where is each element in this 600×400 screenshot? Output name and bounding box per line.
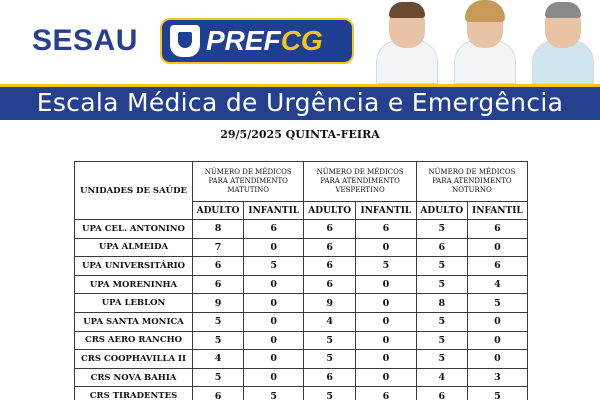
afternoon-adult-header: ADULTO — [304, 202, 356, 220]
morning-child-header: INFANTIL — [244, 202, 304, 220]
date-line: 29/5/2025 QUINTA-FEIRA — [220, 128, 380, 141]
value-cell: 0 — [467, 331, 527, 350]
value-cell: 8 — [416, 294, 467, 313]
value-cell: 0 — [467, 350, 527, 369]
table-row — [75, 257, 528, 276]
value-cell: 0 — [355, 368, 416, 387]
value-cell: 5 — [304, 331, 356, 350]
value-cell: 0 — [355, 350, 416, 369]
value-cell: 6 — [193, 257, 244, 276]
value-cell: 6 — [467, 257, 527, 276]
afternoon-child-header: INFANTIL — [355, 202, 416, 220]
unit-name-cell: CRS TIRADENTES — [75, 387, 193, 400]
value-cell: 0 — [355, 331, 416, 350]
crest-icon — [170, 25, 200, 57]
unit-name-cell: CRS COOPHAVILLA II — [75, 350, 193, 369]
value-cell: 0 — [355, 312, 416, 331]
value-cell: 5 — [467, 294, 527, 313]
value-cell: 5 — [467, 387, 527, 400]
value-cell: 6 — [304, 257, 356, 276]
unit-name-cell: UPA UNIVERSITÁRIO — [75, 257, 193, 276]
value-cell: 0 — [355, 294, 416, 313]
unit-name-cell: UPA MORENINHA — [75, 275, 193, 294]
page-title: Escala Médica de Urgência e Emergência — [36, 88, 564, 117]
table-row — [75, 350, 528, 369]
value-cell: 6 — [355, 220, 416, 239]
value-cell: 6 — [304, 238, 356, 257]
value-cell: 5 — [355, 257, 416, 276]
value-cell: 5 — [304, 387, 356, 400]
table-row — [75, 294, 528, 313]
unit-name-cell: UPA LEBLON — [75, 294, 193, 313]
value-cell: 6 — [304, 220, 356, 239]
title-banner — [0, 84, 600, 120]
value-cell: 6 — [416, 238, 467, 257]
table-row — [75, 238, 528, 257]
night-child-header: INFANTIL — [467, 202, 527, 220]
value-cell: 0 — [244, 294, 304, 313]
unit-name-cell: UPA CEL. ANTONINO — [75, 220, 193, 239]
value-cell: 5 — [304, 350, 356, 369]
doctor-figure-3 — [530, 0, 596, 84]
value-cell: 5 — [193, 312, 244, 331]
value-cell: 3 — [467, 368, 527, 387]
unit-name-cell: UPA ALMEIDA — [75, 238, 193, 257]
schedule-body — [75, 220, 528, 400]
value-cell: 6 — [355, 387, 416, 400]
value-cell: 0 — [244, 331, 304, 350]
value-cell: 0 — [244, 275, 304, 294]
table-row — [75, 368, 528, 387]
value-cell: 0 — [467, 238, 527, 257]
value-cell: 0 — [244, 350, 304, 369]
value-cell: 5 — [416, 331, 467, 350]
value-cell: 6 — [193, 387, 244, 400]
unit-name-cell: CRS NOVA BAHIA — [75, 368, 193, 387]
value-cell: 0 — [244, 312, 304, 331]
value-cell: 6 — [304, 275, 356, 294]
value-cell: 9 — [193, 294, 244, 313]
doctor-figure-2 — [452, 0, 518, 84]
value-cell: 9 — [304, 294, 356, 313]
doctor-figure-1 — [374, 0, 440, 84]
sesau-logo: SESAU — [32, 24, 138, 57]
unit-name-cell: CRS AERO RANCHO — [75, 331, 193, 350]
value-cell: 5 — [193, 331, 244, 350]
value-cell: 7 — [193, 238, 244, 257]
value-cell: 8 — [193, 220, 244, 239]
value-cell: 0 — [244, 238, 304, 257]
value-cell: 6 — [467, 220, 527, 239]
unit-name-cell: UPA SANTA MONICA — [75, 312, 193, 331]
value-cell: 5 — [416, 312, 467, 331]
table-row — [75, 387, 528, 400]
value-cell: 5 — [416, 257, 467, 276]
value-cell: 5 — [193, 368, 244, 387]
schedule-table — [74, 161, 528, 400]
night-adult-header: ADULTO — [416, 202, 467, 220]
morning-adult-header: ADULTO — [193, 202, 244, 220]
value-cell: 0 — [355, 238, 416, 257]
table-header-row — [75, 162, 528, 202]
cg-label: CG — [280, 25, 323, 56]
prefcg-logo-text — [206, 25, 323, 57]
unit-column-header: UNIDADES DE SAÚDE — [75, 162, 193, 220]
value-cell: 4 — [304, 312, 356, 331]
value-cell: 6 — [416, 387, 467, 400]
prefcg-logo — [160, 18, 354, 64]
table-row — [75, 220, 528, 239]
afternoon-group-header: NÚMERO DE MÉDICOS PARA ATENDIMENTO VESPERTINO — [304, 162, 416, 202]
table-row — [75, 312, 528, 331]
morning-group-header: NÚMERO DE MÉDICOS PARA ATENDIMENTO MATUTINO — [193, 162, 304, 202]
header — [0, 0, 600, 84]
value-cell: 6 — [244, 220, 304, 239]
value-cell: 0 — [244, 368, 304, 387]
night-group-header: NÚMERO DE MÉDICOS PARA ATENDIMENTO NOTURNO — [416, 162, 527, 202]
value-cell: 0 — [355, 275, 416, 294]
value-cell: 5 — [416, 275, 467, 294]
value-cell: 5 — [416, 220, 467, 239]
value-cell: 5 — [244, 387, 304, 400]
value-cell: 5 — [244, 257, 304, 276]
value-cell: 4 — [193, 350, 244, 369]
pref-label: PREF — [206, 25, 281, 56]
value-cell: 6 — [304, 368, 356, 387]
value-cell: 4 — [467, 275, 527, 294]
table-row — [75, 331, 528, 350]
value-cell: 6 — [193, 275, 244, 294]
value-cell: 5 — [416, 350, 467, 369]
value-cell: 4 — [416, 368, 467, 387]
table-row — [75, 275, 528, 294]
doctors-photo — [356, 0, 600, 84]
value-cell: 0 — [467, 312, 527, 331]
